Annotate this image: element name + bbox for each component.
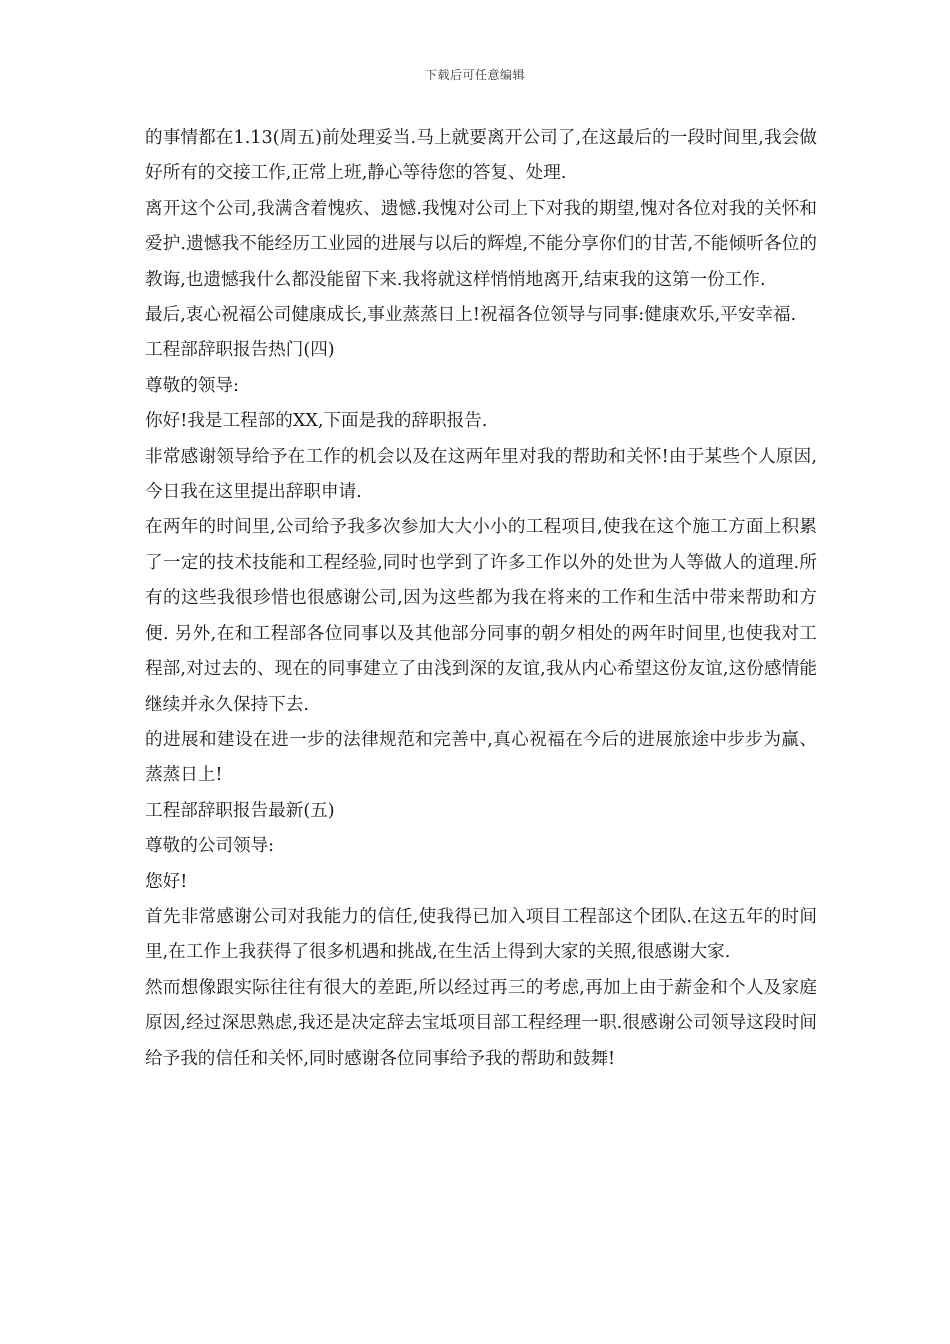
paragraph: 在两年的时间里,公司给予我多次参加大大小小的工程项目,使我在这个施工方面上积累了一定的技术技能和工程经验,同时也学到了许多工作以外的处世为人等做人的道理.所有的这些我很珍惜也很感谢公司,因为这些都为我在将来的工作和生活中带来帮助和方便. 另外,在和工程部各位同事以及其他部分同事的朝夕相处的两年时间里,也使我对工程部,对过去的、现在的同事建立了由浅到深的友谊,我从内心希望这份友谊,这份感情能继续并永久保持下去. xyxy=(145,517,817,715)
section-heading: 工程部辞职报告热门(四) xyxy=(145,340,335,361)
paragraph: 非常感谢领导给予在工作的机会以及在这两年里对我的帮助和关怀!由于某些个人原因,今日我在这里提出辞职申请. xyxy=(145,446,817,503)
paragraph: 然而想像跟实际往往有很大的差距,所以经过再三的考虑,再加上由于薪金和个人及家庭原因,经过深思熟虑,我还是决定辞去宝坻项目部工程经理一职.很感谢公司领导这段时间给予我的信任和关怀,同时感谢各位同事给予我的帮助和鼓舞! xyxy=(145,977,817,1069)
document-body xyxy=(145,121,817,1077)
paragraph: 的事情都在1.13(周五)前处理妥当.马上就要离开公司了,在这最后的一段时间里,我会做好所有的交接工作,正常上班,静心等待您的答复、处理. xyxy=(145,128,817,184)
paragraph: 你好!我是工程部的XX,下面是我的辞职报告. xyxy=(145,411,488,432)
greeting: 您好! xyxy=(145,871,188,892)
paragraph: 最后,衷心祝福公司健康成长,事业蒸蒸日上!祝福各位领导与同事:健康欢乐,平安幸福. xyxy=(145,305,797,326)
paragraph: 离开这个公司,我满含着愧疚、遗憾.我愧对公司上下对我的期望,愧对各位对我的关怀和爱护.遗憾我不能经历工业园的进展与以后的辉煌,不能分享你们的甘苦,不能倾听各位的教诲,也遗憾我什么都没能留下来.我将就这样悄悄地离开,结束我的这第一份工作. xyxy=(145,198,817,290)
paragraph: 的进展和建设在进一步的法律规范和完善中,真心祝福在今后的进展旅途中步步为赢、蒸蒸日上! xyxy=(145,729,817,786)
salutation: 尊敬的领导: xyxy=(145,375,239,396)
salutation: 尊敬的公司领导: xyxy=(145,836,275,857)
page-header: 下载后可任意编辑 xyxy=(424,68,525,82)
paragraph: 首先非常感谢公司对我能力的信任,使我得已加入项目工程部这个团队.在这五年的时间里,在工作上我获得了很多机遇和挑战,在生活上得到大家的关照,很感谢大家. xyxy=(145,906,817,963)
section-heading: 工程部辞职报告最新(五) xyxy=(145,800,335,821)
